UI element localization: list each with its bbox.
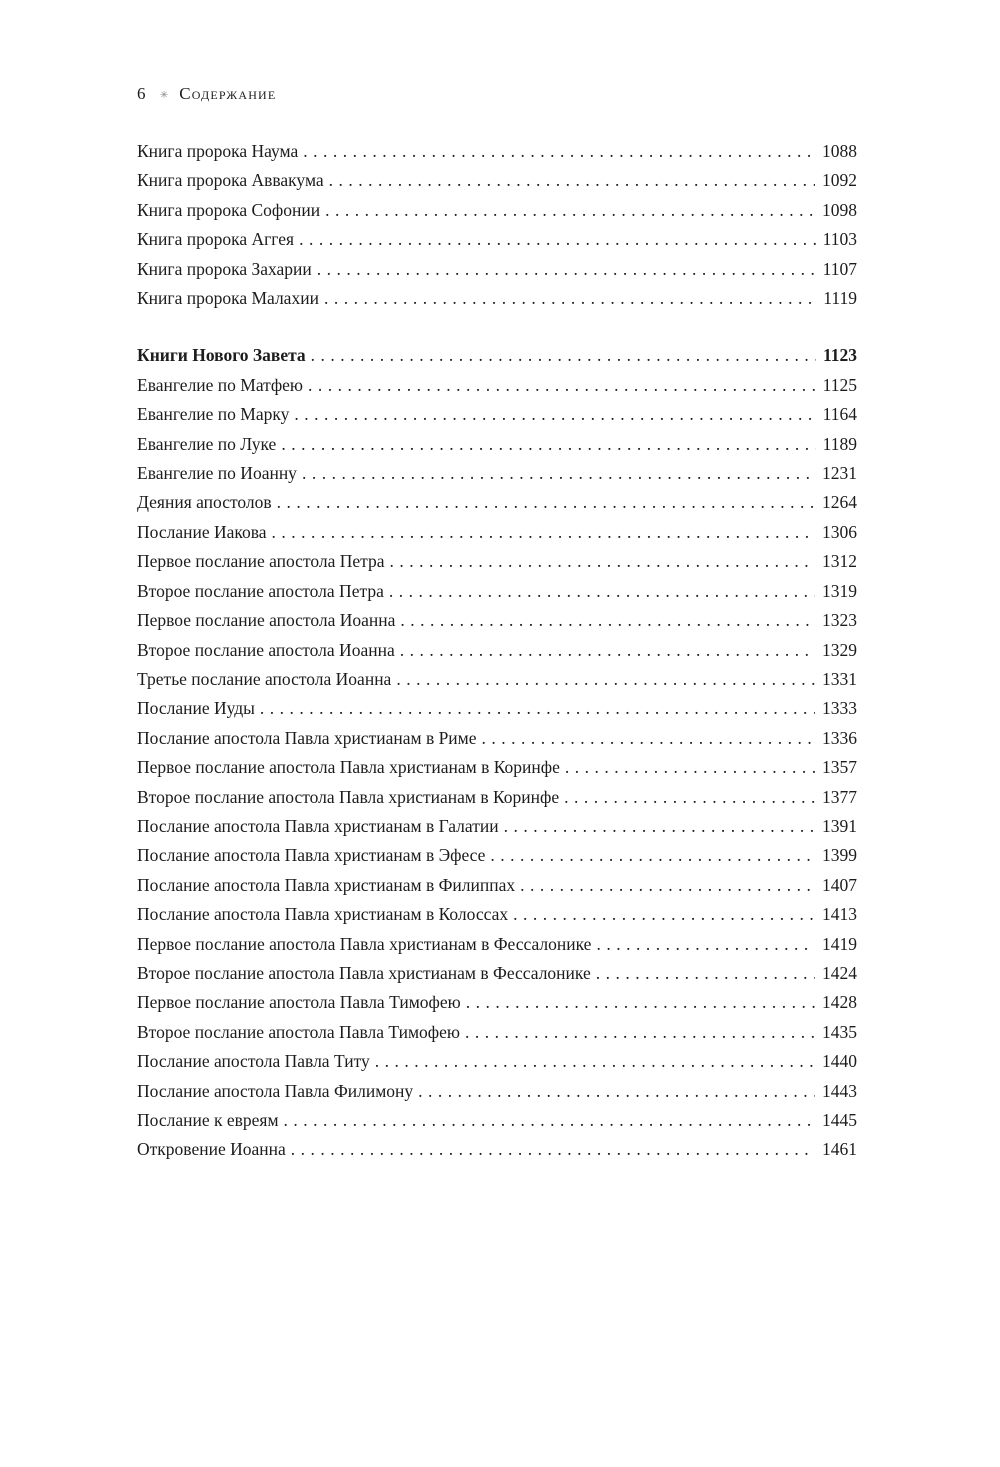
dot-leader	[375, 1047, 815, 1076]
dot-leader	[596, 930, 815, 959]
toc-entry-title: Книга пророка Малахии	[137, 288, 319, 309]
toc-section	[137, 137, 857, 313]
toc-entry	[137, 812, 857, 841]
toc-entry-page-number: 1357	[822, 757, 857, 778]
toc-entry-page-number: 1413	[822, 904, 857, 925]
dot-leader	[513, 900, 815, 929]
toc-entry-title: Книга пророка Аггея	[137, 229, 295, 250]
dot-leader	[565, 753, 815, 782]
dot-leader	[504, 812, 815, 841]
toc-entry-page-number: 1333	[822, 698, 857, 719]
dot-leader	[400, 606, 815, 635]
dot-leader	[311, 341, 816, 370]
toc-entry-page-number: 1435	[822, 1021, 857, 1042]
toc-entry-title: Книга пророка Софонии	[137, 199, 321, 220]
toc-entry-page-number: 1119	[823, 288, 857, 309]
dot-leader	[281, 430, 815, 459]
toc-entry-page-number: 1329	[822, 639, 857, 660]
toc-entry	[137, 284, 857, 313]
toc-entry-page-number: 1231	[822, 463, 857, 484]
toc-entry	[137, 694, 857, 723]
fleuron-ornament-icon: ✳	[159, 90, 169, 101]
toc-entry	[137, 166, 857, 195]
toc-entry	[137, 665, 857, 694]
dot-leader	[329, 166, 815, 195]
page-header	[137, 84, 276, 104]
toc-entry	[137, 137, 857, 166]
page-number: 6	[137, 84, 146, 103]
toc-entry	[137, 547, 857, 576]
toc-entry	[137, 900, 857, 929]
toc-entry-title: Евангелие по Иоанну	[137, 463, 297, 484]
table-of-contents	[137, 137, 857, 1165]
toc-entry	[137, 1047, 857, 1076]
toc-entry	[137, 430, 857, 459]
toc-entry	[137, 196, 857, 225]
dot-leader	[400, 636, 815, 665]
toc-entry	[137, 1106, 857, 1135]
toc-entry-page-number: 1445	[822, 1110, 857, 1130]
toc-entry-title: Евангелие по Луке	[137, 433, 277, 454]
toc-entry-page-number: 1331	[822, 668, 857, 689]
toc-entry-page-number: 1419	[822, 933, 857, 954]
toc-entry-title: Послание апостола Павла христианам в Колоссах	[137, 904, 509, 925]
dot-leader	[308, 371, 816, 400]
dot-leader	[465, 1018, 815, 1047]
toc-entry-title: Книга пророка Наума	[137, 141, 299, 161]
toc-entry	[137, 255, 857, 284]
toc-entry	[137, 225, 857, 254]
toc-entry-title: Евангелие по Матфею	[137, 374, 304, 395]
toc-entry-title: Первое послание апостола Павла христианам в Коринфе	[137, 757, 560, 778]
toc-entry	[137, 518, 857, 547]
dot-leader	[418, 1077, 815, 1106]
toc-entry-page-number: 1092	[822, 170, 857, 191]
toc-entry-page-number: 1440	[822, 1051, 857, 1072]
toc-entry	[137, 577, 857, 606]
toc-entry-title: Послание апостола Павла Филимону	[137, 1080, 414, 1101]
toc-entry	[137, 959, 857, 988]
toc-entry-title: Откровение Иоанна	[137, 1139, 286, 1160]
toc-entry	[137, 1018, 857, 1047]
dot-leader	[396, 665, 815, 694]
toc-entry-title: Второе послание апостола Иоанна	[137, 639, 395, 660]
toc-entry-title: Послание Иуды	[137, 698, 255, 719]
toc-entry-page-number: 1107	[822, 258, 857, 279]
dot-leader	[317, 255, 816, 284]
dot-leader	[291, 1135, 815, 1164]
dot-leader	[324, 284, 816, 313]
toc-entry	[137, 488, 857, 517]
toc-entry-page-number: 1461	[822, 1139, 857, 1160]
toc-entry	[137, 636, 857, 665]
toc-entry-title: Первое послание апостола Петра	[137, 551, 385, 572]
toc-entry-title: Послание к евреям	[137, 1110, 279, 1130]
toc-entry-page-number: 1428	[822, 992, 857, 1013]
toc-entry-page-number: 1391	[822, 815, 857, 836]
toc-entry	[137, 459, 857, 488]
dot-leader	[284, 1106, 815, 1135]
toc-entry-title: Послание апостола Павла Титу	[137, 1051, 370, 1072]
toc-entry-page-number: 1424	[822, 962, 857, 983]
toc-entry	[137, 724, 857, 753]
toc-entry-title: Второе послание апостола Павла христианам в Коринфе	[137, 786, 560, 807]
toc-entry-title: Третье послание апостола Иоанна	[137, 668, 392, 689]
toc-entry-title: Первое послание апостола Иоанна	[137, 610, 396, 631]
toc-entry	[137, 871, 857, 900]
toc-entry-page-number: 1088	[822, 141, 857, 161]
dot-leader	[303, 137, 815, 166]
toc-entry-title: Второе послание апостола Павла Тимофею	[137, 1021, 460, 1042]
toc-entry-title: Послание апостола Павла христианам в Риме	[137, 727, 477, 748]
toc-entry-title: Послание апостола Павла христианам в Галатии	[137, 815, 499, 836]
toc-entry-page-number: 1377	[822, 786, 857, 807]
toc-entry	[137, 341, 857, 370]
toc-entry	[137, 1135, 857, 1164]
toc-entry-title: Первое послание апостола Павла Тимофею	[137, 992, 461, 1013]
toc-entry-title: Книга пророка Аввакума	[137, 170, 324, 191]
toc-entry-page-number: 1164	[822, 404, 857, 425]
header-title: Содержание	[179, 84, 277, 103]
dot-leader	[299, 225, 816, 254]
dot-leader	[389, 577, 815, 606]
toc-entry-title: Евангелие по Марку	[137, 404, 290, 425]
toc-entry-page-number: 1407	[822, 874, 857, 895]
toc-entry-title: Второе послание апостола Павла христианам в Фессалонике	[137, 962, 591, 983]
toc-entry-page-number: 1312	[822, 551, 857, 572]
dot-leader	[482, 724, 815, 753]
toc-entry	[137, 930, 857, 959]
toc-entry	[137, 1077, 857, 1106]
toc-entry-page-number: 1125	[822, 374, 857, 395]
toc-entry-page-number: 1443	[822, 1080, 857, 1101]
dot-leader	[466, 988, 815, 1017]
toc-entry-title: Книги Нового Завета	[137, 345, 306, 366]
toc-entry-title: Послание апостола Павла христианам в Филиппах	[137, 874, 516, 895]
toc-entry-title: Деяния апостолов	[137, 492, 272, 513]
dot-leader	[277, 488, 815, 517]
toc-entry	[137, 400, 857, 429]
toc-entry-title: Послание апостола Павла христианам в Эфесе	[137, 845, 486, 866]
dot-leader	[260, 694, 815, 723]
toc-entry-page-number: 1319	[822, 580, 857, 601]
toc-entry	[137, 753, 857, 782]
toc-entry	[137, 988, 857, 1017]
dot-leader	[272, 518, 815, 547]
toc-entry	[137, 783, 857, 812]
dot-leader	[490, 841, 815, 870]
toc-entry-title: Первое послание апостола Павла христианам в Фессалонике	[137, 933, 592, 954]
dot-leader	[596, 959, 815, 988]
toc-entry-page-number: 1306	[822, 521, 857, 542]
toc-entry-title: Второе послание апостола Петра	[137, 580, 384, 601]
toc-entry-page-number: 1399	[822, 845, 857, 866]
toc-entry-page-number: 1336	[822, 727, 857, 748]
toc-entry-title: Послание Иакова	[137, 521, 267, 542]
toc-entry-page-number: 1103	[822, 229, 857, 250]
dot-leader	[325, 196, 815, 225]
dot-leader	[564, 783, 815, 812]
dot-leader	[520, 871, 815, 900]
toc-section	[137, 341, 857, 1164]
toc-entry-page-number: 1189	[822, 433, 857, 454]
toc-entry-page-number: 1264	[822, 492, 857, 513]
toc-entry	[137, 841, 857, 870]
toc-entry	[137, 606, 857, 635]
dot-leader	[302, 459, 815, 488]
toc-entry-page-number: 1123	[822, 345, 857, 366]
toc-entry-title: Книга пророка Захарии	[137, 258, 312, 279]
toc-entry-page-number: 1323	[822, 610, 857, 631]
dot-leader	[390, 547, 815, 576]
toc-entry	[137, 371, 857, 400]
dot-leader	[294, 400, 815, 429]
toc-entry-page-number: 1098	[822, 199, 857, 220]
